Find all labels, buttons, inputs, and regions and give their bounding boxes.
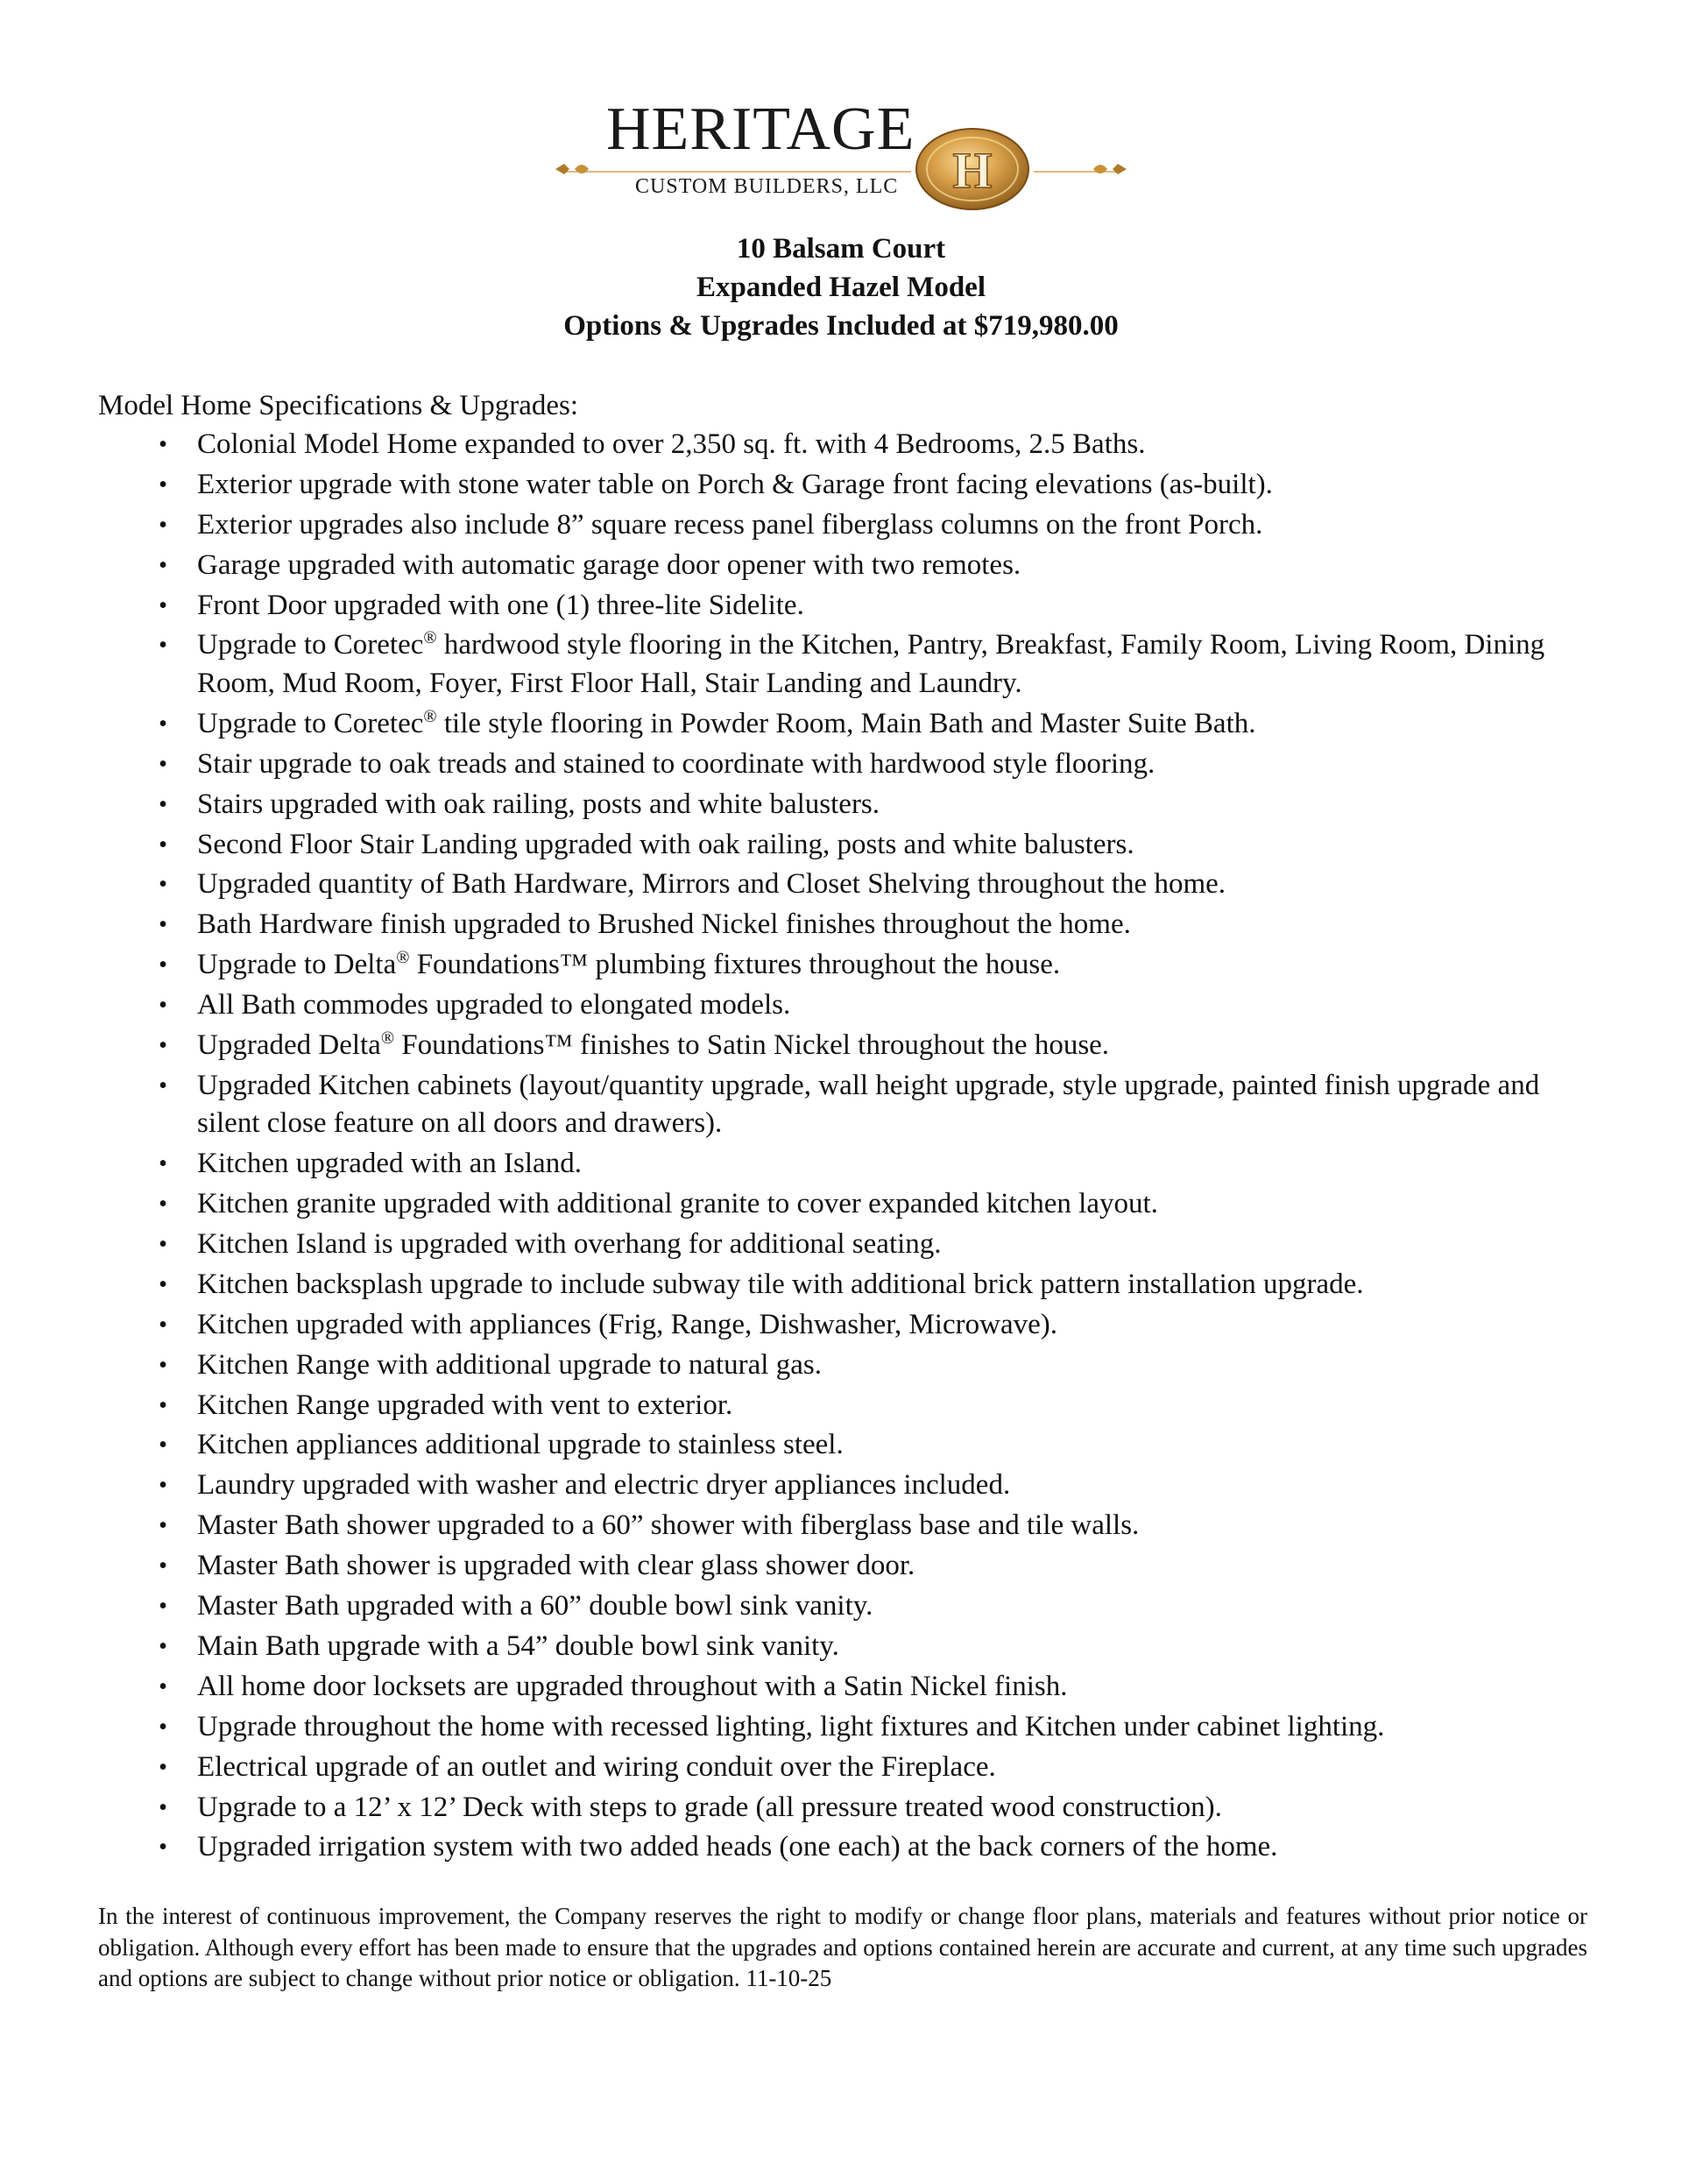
bullet-icon: • [159,1071,167,1099]
logo-subtitle: CUSTOM BUILDERS, LLC [635,175,899,198]
bullet-icon: • [159,591,167,619]
bullet-icon: • [159,1512,167,1540]
bullet-icon: • [159,1031,167,1059]
list-item [98,1226,1587,1264]
list-item [98,626,1587,703]
list-item [98,1346,1587,1385]
list-item-text: Front Door upgraded with one (1) three-lite Sidelite. [197,589,804,621]
list-item [98,1789,1587,1827]
list-item [98,426,1587,464]
list-item [98,1027,1587,1065]
list-item-text: Bath Hardware finish upgraded to Brushed Nickel finishes throughout the home. [197,908,1131,941]
list-item-text: Upgrade to Delta® Foundations™ plumbing fixtures throughout the house. [197,948,1061,981]
bullet-icon: • [159,1311,167,1339]
list-item-text: Upgraded Delta® Foundations™ finishes to Satin Nickel throughout the house. [197,1028,1110,1061]
bullet-icon: • [159,1351,167,1379]
list-item-text: Stairs upgraded with oak railing, posts and white balusters. [197,788,880,820]
list-item-text: Main Bath upgrade with a 54” double bowl sink vanity. [197,1629,839,1662]
list-item-text: Upgraded Kitchen cabinets (layout/quantity upgrade, wall height upgrade, style upgrade, painted finish upgrade and silent close feature on all doors and drawers). [197,1069,1540,1140]
list-item [98,1067,1587,1143]
bullet-icon: • [159,1270,167,1298]
list-item-text: Master Bath shower is upgraded with clear glass shower door. [197,1550,915,1582]
list-item [98,986,1587,1025]
bullet-icon: • [159,1713,167,1741]
bullet-icon: • [159,1431,167,1460]
list-item [98,786,1587,824]
list-item-text: Kitchen Range upgraded with vent to exterior. [197,1389,733,1421]
bullet-icon: • [159,511,167,539]
registered-mark: ® [380,1028,395,1048]
bullet-icon: • [159,1552,167,1580]
bullet-icon: • [159,1231,167,1259]
list-item-text: Stair upgrade to oak treads and stained to coordinate with hardwood style flooring. [197,747,1155,780]
bullet-icon: • [159,1793,167,1821]
list-item-text: Exterior upgrades also include 8” square recess panel fiberglass columns on the front Porch. [197,508,1263,541]
list-item-text: All Bath commodes upgraded to elongated models. [197,989,791,1021]
list-item [98,746,1587,784]
disclaimer-text: In the interest of continuous improvement, the Company reserves the right to modify or change floor plans, materials and features without prior notice or obligation. Although every effort has been made to ensure that the upgrades and options contained herein are accurate and current, at any time such upgrades and options are subject to change without prior notice or obligation. 11-10-25 [98,1903,1587,1991]
list-item-text: Kitchen Range with additional upgrade to natural gas. [197,1348,822,1381]
list-item [98,946,1587,985]
list-item-text: All home door locksets are upgraded throughout with a Satin Nickel finish. [197,1670,1068,1702]
list-item [98,1628,1587,1666]
list-item-text: Upgrade throughout the home with recessed lighting, light fixtures and Kitchen under cabinet lighting. [197,1710,1385,1742]
list-item-text: Upgrade to Coretec® tile style flooring in Powder Room, Main Bath and Master Suite Bath. [197,706,1256,739]
bullet-icon: • [159,871,167,899]
list-item-text: Electrical upgrade of an outlet and wiring conduit over the Fireplace. [197,1750,996,1783]
bullet-icon: • [159,1191,167,1219]
list-item [98,466,1587,505]
bullet-icon: • [159,551,167,579]
registered-mark: ® [423,628,437,648]
list-item [98,1547,1587,1586]
registered-mark: ® [396,948,410,968]
list-item [98,1467,1587,1505]
list-item [98,1306,1587,1345]
list-item [98,506,1587,545]
list-item [98,866,1587,904]
list-item [98,1828,1587,1867]
bullet-icon: • [159,750,167,778]
logo-wordmark: HERITAGE [606,95,915,163]
list-item-text: Garage upgraded with automatic garage door opener with two remotes. [197,548,1021,581]
price-line: Options & Upgrades Included at $719,980.00 [563,310,1119,342]
list-item [98,826,1587,865]
list-item [98,1749,1587,1787]
list-item-text: Kitchen Island is upgraded with overhang for additional seating. [197,1228,942,1261]
list-item-text: Upgrade to a 12’ x 12’ Deck with steps to grade (all pressure treated wood construction). [197,1791,1222,1823]
list-item-text: Upgraded irrigation system with two added heads (one each) at the back corners of the home. [197,1831,1278,1863]
logo-emblem-letter: H [952,142,993,199]
list-item-text: Kitchen appliances additional upgrade to stainless steel. [197,1429,844,1461]
list-item [98,1507,1587,1545]
list-item [98,1145,1587,1184]
list-item-text: Kitchen upgraded with an Island. [197,1148,582,1180]
bullet-icon: • [159,632,167,660]
list-item [98,906,1587,944]
heritage-logo-graphic [543,95,1139,217]
bullet-icon: • [159,1632,167,1660]
model-name: Expanded Hazel Model [696,272,986,303]
list-item [98,705,1587,744]
list-item [98,547,1587,585]
list-item [98,1668,1587,1707]
bullet-icon: • [159,1593,167,1621]
list-item [98,1266,1587,1304]
list-item-text: Colonial Model Home expanded to over 2,350 sq. ft. with 4 Bedrooms, 2.5 Baths. [197,428,1146,460]
property-address: 10 Balsam Court [736,233,946,265]
list-item-text: Kitchen granite upgraded with additional granite to cover expanded kitchen layout. [197,1188,1158,1220]
bullet-icon: • [159,1753,167,1781]
list-item [98,1426,1587,1465]
bullet-icon: • [159,992,167,1020]
bullet-icon: • [159,1672,167,1700]
list-item-text: Exterior upgrade with stone water table on Porch & Garage front facing elevations (as-built). [197,468,1273,500]
bullet-icon: • [159,710,167,738]
bullet-icon: • [159,1391,167,1419]
bullet-icon: • [159,470,167,498]
bullet-icon: • [159,1472,167,1500]
bullet-icon: • [159,1834,167,1862]
list-item-text: Upgraded quantity of Bath Hardware, Mirrors and Closet Shelving throughout the home. [197,868,1226,901]
bullet-icon: • [159,951,167,979]
list-item-text: Laundry upgraded with washer and electric dryer appliances included. [197,1469,1011,1502]
document-heading [0,230,1682,345]
bullet-icon: • [159,431,167,458]
list-item [98,1708,1587,1747]
list-item-text: Master Bath upgraded with a 60” double bowl sink vanity. [197,1590,873,1622]
bullet-icon: • [159,911,167,939]
upgrades-list [98,426,1587,1869]
bullet-icon: • [159,790,167,818]
company-logo [543,95,1139,217]
list-item-text: Master Bath shower upgraded to a 60” shower with fiberglass base and tile walls. [197,1509,1140,1542]
list-item-text: Upgrade to Coretec® hardwood style flooring in the Kitchen, Pantry, Breakfast, Family Room, Living Room, Dining Room, Mud Room, Foyer, First Floor Hall, Stair Landing and Laundry. [197,628,1545,699]
list-item-text: Kitchen upgraded with appliances (Frig, Range, Dishwasher, Microwave). [197,1308,1057,1340]
logo-emblem-icon [916,129,1028,209]
list-item [98,587,1587,626]
registered-mark: ® [423,706,437,726]
bullet-icon: • [159,830,167,859]
bullet-icon: • [159,1150,167,1178]
list-item [98,1587,1587,1626]
list-item-text: Second Floor Stair Landing upgraded with oak railing, posts and white balusters. [197,828,1134,860]
list-item [98,1185,1587,1224]
list-item [98,1387,1587,1425]
section-title: Model Home Specifications & Upgrades: [98,390,579,421]
list-item-text: Kitchen backsplash upgrade to include subway tile with additional brick pattern installation upgrade. [197,1268,1364,1300]
